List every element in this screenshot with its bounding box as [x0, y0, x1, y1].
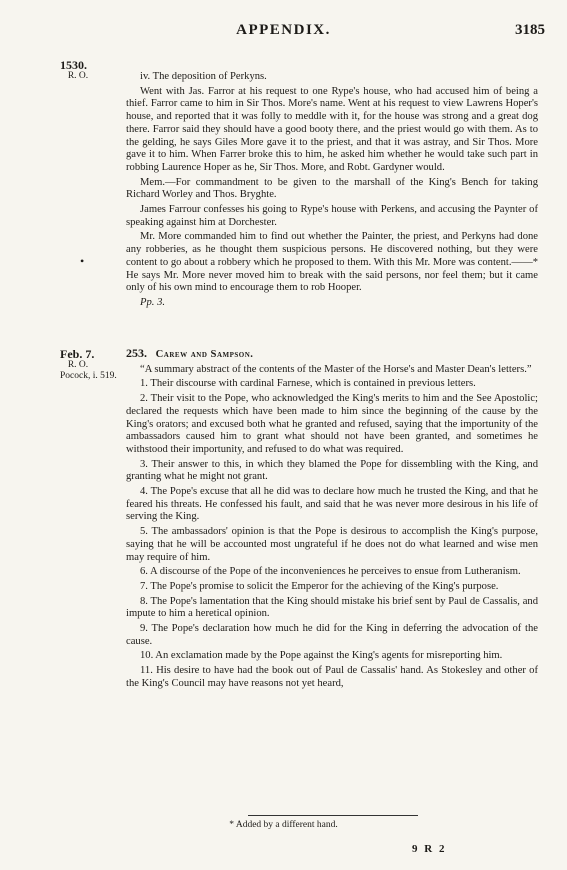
margin-year: 1530.	[60, 58, 87, 72]
deposition-section	[126, 71, 538, 310]
margin-dot: •	[80, 254, 85, 268]
list-item: 11. His desire to have had the book out of Paul de Cassalis' hand. As Stokesley and other of the King's Council may have reasons not yet heard,	[126, 665, 538, 689]
margin-source: Pocock, i. 519.	[60, 371, 117, 381]
list-item: 5. The ambassadors' opinion is that the Pope is desirous to accomplish the King's purpose, saying that he will be accounted most ungrateful if he does not do what learned and wise men may require of him.	[126, 526, 538, 563]
margin-source: R. O.	[67, 71, 89, 81]
list-item: 4. The Pope's excuse that all he did was to declare how much he trusted the King, and that he feared his threats. He confessed his fault, and said that he was never more desirous in his life of serving the King.	[126, 486, 538, 523]
entry-number: 253.	[126, 346, 147, 360]
entry-253	[126, 347, 538, 691]
page-count: Pp. 3.	[140, 296, 166, 308]
paragraph: Went with Jas. Farror at his request to one Rype's house, who had accused him of being a thief. Farror came to him in Sir Thos. More's name. Went at his request to view Lawrens Hoper's house, and reported that it was folly to meddle with it, for the house was strong and a great dog there. Farror said they should have a good booty there, and the priest would go with them. As to the gelding, he says Giles More gave it to the priest, and that it was astray, and Sir Thos. More gave it to him. When Farrer broke this to him, he asked him whether he would take such part in robbing Laurence Hoper as he, Sir Thos. More, and Robt. Gardyner would.	[126, 85, 538, 173]
page-header	[0, 20, 567, 44]
page-number: 3185	[515, 22, 545, 38]
list-item: 6. A discourse of the Pope of the inconveniences he perceives to ensue from Lutheranism.	[140, 566, 521, 578]
margin-notes-entry	[60, 349, 122, 382]
footnote-rule	[248, 815, 418, 816]
list-item: 1. Their discourse with cardinal Farnese, which is contained in previous letters.	[140, 378, 476, 390]
section-heading: iv. The deposition of Perkyns.	[140, 71, 267, 82]
list-item: 8. The Pope's lamentation that the King should mistake his brief sent by Paul de Cassalis, and impute to him a heretical opinion.	[126, 595, 538, 620]
paragraph: James Farrour confesses his going to Rype's house with Perkens, and accusing the Paynter of speaking against him at Dorchester.	[126, 204, 538, 228]
list-item: 7. The Pope's promise to solicit the Emperor for the achieving of the King's purpose.	[140, 580, 499, 592]
entry-intro: “A summary abstract of the contents of the Master of the Horse's and Master Dean's letters.”	[140, 363, 532, 375]
entry-title: Carew and Sampson.	[155, 349, 254, 360]
list-item: 9. The Pope's declaration how much he did for the King in deferring the advocation of the cause.	[126, 623, 538, 647]
margin-date: Feb. 7.	[60, 347, 95, 361]
running-title: APPENDIX.	[236, 22, 331, 38]
paragraph: Mem.—For commandment to be given to the marshall of the King's Bench for taking Richard Worley and Thos. Bryghte.	[126, 176, 538, 201]
list-item: 2. Their visit to the Pope, who acknowledged the King's merits to him and the See Apostolic; declared the requests which have been made to him since the beginning of the cause by the King's orators; and excused both what he granted and refused, saying that the importunity of the ambassadors caused him to grant what should not have been granted, and sometimes he withstood their importunity, and refused to do what was required.	[126, 393, 538, 455]
signature-mark: 9 R 2	[412, 843, 447, 855]
paragraph: Mr. More commanded him to find out whether the Painter, the priest, and Perkyns had done any robberies, as he thought them suspicious persons. He discovered nothing, but they were content to go about a robbery which he proposed to them. With this Mr. More was content.——* He says Mr. More never moved him to break with the said persons, nor feel them; but it came only of his own mind to encourage them to rob Hooper.	[126, 231, 538, 294]
margin-notes-top	[60, 60, 122, 82]
footnote: * Added by a different hand.	[229, 820, 338, 830]
entry-heading	[126, 347, 538, 362]
list-item: 10. An exclamation made by the Pope against the King's agents for misreporting him.	[140, 650, 503, 662]
list-item: 3. Their answer to this, in which they blamed the Pope for dissembling with the King, and granting what he might not grant.	[126, 458, 538, 483]
margin-source: R. O.	[67, 360, 89, 370]
